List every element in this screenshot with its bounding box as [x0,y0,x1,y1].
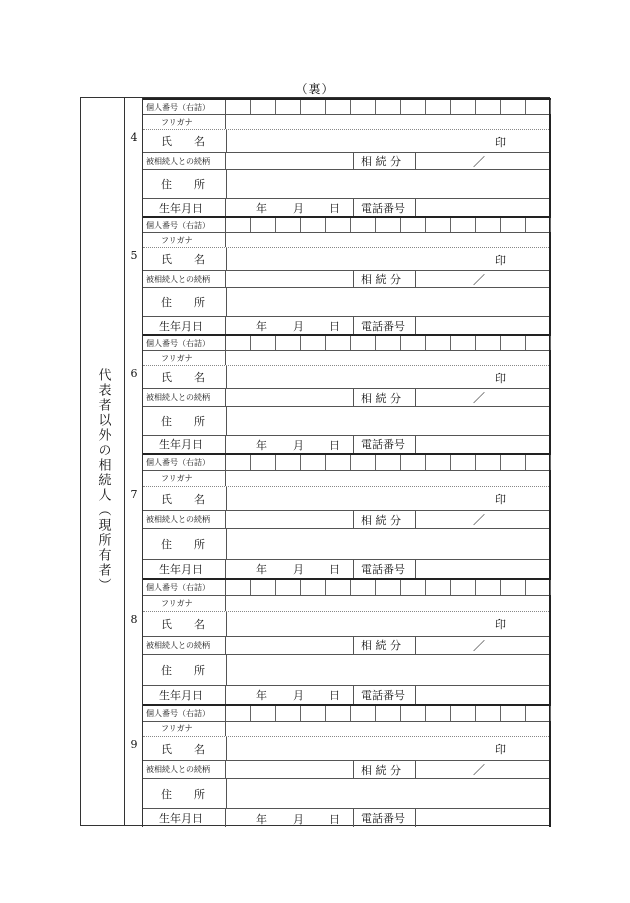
heir-number-column [125,704,143,827]
relationship-row [143,152,549,169]
my-number-digit-box[interactable] [426,100,451,114]
relationship-label: 被相続人との続柄 [143,761,226,778]
furigana-row [143,114,549,129]
heir-block [125,704,551,827]
name-label: 氏 名 [161,617,205,631]
heir-grid [143,704,551,827]
my-number-digit-box[interactable] [276,336,301,350]
my-number-digit-box[interactable] [226,706,251,721]
my-number-digit-box[interactable] [351,336,376,350]
heir-number-column [125,578,143,704]
address-label: 住 所 [161,663,205,677]
my-number-digit-box[interactable] [251,455,276,470]
my-number-digit-box[interactable] [301,706,326,721]
relationship-label: 被相続人との続柄 [143,389,226,405]
my-number-digit-box[interactable] [476,580,501,595]
my-number-digit-box[interactable] [301,336,326,350]
year-label: 年 [256,812,267,826]
my-number-digit-box[interactable] [451,455,476,470]
my-number-digit-box[interactable] [526,706,551,721]
furigana-label: フリガナ [143,233,226,247]
my-number-digit-box[interactable] [326,580,351,595]
day-label: 日 [329,563,340,577]
my-number-digit-box[interactable] [226,336,251,350]
my-number-digit-box[interactable] [526,455,551,470]
phone-label: 電話番号 [353,317,416,334]
heir-grid [143,216,551,334]
relationship-label: 被相続人との続柄 [143,271,226,287]
my-number-digit-box[interactable] [526,100,551,114]
inheritance-share-label: 相 続 分 [353,511,416,528]
my-number-digit-box[interactable] [501,218,526,232]
heir-number: 8 [130,613,138,627]
my-number-digit-box[interactable] [451,336,476,350]
heir-number-column [125,98,143,216]
my-number-digit-box[interactable] [376,218,401,232]
heir-number-column [125,453,143,578]
share-slash: ／ [473,391,486,406]
my-number-digit-box[interactable] [476,455,501,470]
my-number-digit-box[interactable] [251,336,276,350]
heir-block [125,216,551,334]
furigana-row [143,350,549,365]
heir-block [125,453,551,578]
my-number-digit-box[interactable] [351,455,376,470]
my-number-digit-box[interactable] [526,218,551,232]
birth-date-label: 生年月日 [143,317,226,334]
my-number-digit-box[interactable] [301,100,326,114]
my-number-digit-box[interactable] [351,580,376,595]
my-number-digit-box[interactable] [251,580,276,595]
my-number-label: 個人番号（右詰） [143,336,226,350]
name-label: 氏 名 [161,742,205,756]
address-label: 住 所 [161,296,205,309]
furigana-row [143,470,549,486]
inheritance-share-label: 相 続 分 [353,271,416,287]
birth-row [143,435,549,453]
my-number-label: 個人番号（右詰） [143,580,226,595]
month-label: 月 [293,812,304,826]
seal-mark: 印 [495,135,506,149]
month-label: 月 [293,202,304,215]
my-number-digit-box[interactable] [301,455,326,470]
my-number-label: 個人番号（右詰） [143,218,226,232]
furigana-label: フリガナ [143,471,226,486]
seal-mark: 印 [495,493,506,506]
name-label: 氏 名 [161,492,205,506]
heirs-form [80,97,550,826]
seal-mark: 印 [495,618,506,632]
my-number-digit-box[interactable] [226,455,251,470]
heir-number: 9 [130,738,138,752]
my-number-digit-box[interactable] [376,706,401,721]
phone-label: 電話番号 [353,199,416,216]
birth-row [143,685,549,704]
name-row[interactable] [143,365,549,388]
year-label: 年 [256,320,267,333]
heir-grid [143,98,551,216]
birth-date-label: 生年月日 [143,199,226,216]
heir-number: 4 [130,130,138,144]
birth-date-label: 生年月日 [143,560,226,578]
day-label: 日 [329,689,340,703]
my-number-digit-box[interactable] [301,218,326,232]
phone-label: 電話番号 [353,436,416,453]
address-label: 住 所 [161,787,205,801]
my-number-digit-box[interactable] [451,580,476,595]
name-row[interactable] [143,736,549,760]
heir-number: 5 [130,248,138,262]
seal-mark: 印 [495,253,506,267]
my-number-digit-box[interactable] [251,100,276,114]
relationship-label: 被相続人との続柄 [143,153,226,169]
birth-date-label: 生年月日 [143,809,226,827]
heir-number: 6 [130,366,138,380]
relationship-row [143,760,549,778]
year-label: 年 [256,438,267,452]
year-label: 年 [256,563,267,577]
my-number-digit-box[interactable] [526,336,551,350]
name-row[interactable] [143,611,549,636]
address-row[interactable] [143,528,549,559]
my-number-digit-box[interactable] [351,706,376,721]
my-number-label: 個人番号（右詰） [143,100,226,114]
phone-label: 電話番号 [353,809,416,827]
seal-mark: 印 [495,371,506,385]
name-row[interactable] [143,247,549,270]
phone-label: 電話番号 [353,686,416,704]
relationship-row [143,270,549,287]
my-number-digit-box[interactable] [501,455,526,470]
my-number-digit-box[interactable] [526,580,551,595]
my-number-digit-box[interactable] [451,218,476,232]
my-number-row [143,334,549,350]
year-label: 年 [256,202,267,215]
my-number-digit-box[interactable] [376,580,401,595]
phone-label: 電話番号 [353,560,416,578]
birth-row [143,198,549,216]
year-label: 年 [256,689,267,703]
my-number-digit-box[interactable] [501,336,526,350]
inheritance-share-label: 相 続 分 [353,637,416,654]
my-number-digit-box[interactable] [276,218,301,232]
heir-number: 7 [130,488,138,502]
address-row[interactable] [143,778,549,808]
address-row[interactable] [143,287,549,316]
my-number-digit-box[interactable] [476,218,501,232]
my-number-row [143,704,549,721]
my-number-row [143,578,549,595]
birth-date-label: 生年月日 [143,436,226,453]
day-label: 日 [329,202,340,215]
address-row[interactable] [143,406,549,435]
relationship-label: 被相続人との続柄 [143,511,226,528]
my-number-digit-box[interactable] [351,100,376,114]
my-number-digit-box[interactable] [326,100,351,114]
my-number-digit-box[interactable] [301,580,326,595]
furigana-row [143,595,549,611]
my-number-digit-box[interactable] [401,706,426,721]
my-number-digit-box[interactable] [501,100,526,114]
inheritance-share-label: 相 続 分 [353,389,416,405]
my-number-digit-box[interactable] [226,580,251,595]
my-number-digit-box[interactable] [401,455,426,470]
my-number-digit-box[interactable] [401,100,426,114]
furigana-label: フリガナ [143,115,226,129]
month-label: 月 [293,689,304,703]
my-number-digit-box[interactable] [426,218,451,232]
furigana-label: フリガナ [143,351,226,365]
month-label: 月 [293,563,304,577]
my-number-digit-box[interactable] [326,706,351,721]
page-title: （裏） [295,82,335,96]
address-row[interactable] [143,654,549,685]
furigana-label: フリガナ [143,596,226,611]
heir-grid [143,453,551,578]
my-number-digit-box[interactable] [376,336,401,350]
my-number-label: 個人番号（右詰） [143,706,226,721]
my-number-row [143,98,549,114]
my-number-digit-box[interactable] [376,455,401,470]
furigana-row [143,721,549,737]
share-slash: ／ [473,638,486,653]
my-number-digit-box[interactable] [451,706,476,721]
my-number-digit-box[interactable] [401,580,426,595]
my-number-digit-box[interactable] [501,580,526,595]
my-number-digit-box[interactable] [326,336,351,350]
name-label: 氏 名 [161,135,205,148]
inheritance-share-label: 相 続 分 [353,153,416,169]
my-number-digit-box[interactable] [251,706,276,721]
my-number-digit-box[interactable] [326,218,351,232]
relationship-row [143,510,549,528]
heir-block [125,578,551,704]
my-number-digit-box[interactable] [426,455,451,470]
heir-grid [143,334,551,453]
my-number-digit-box[interactable] [476,706,501,721]
side-column [81,98,125,825]
name-row[interactable] [143,129,549,152]
my-number-digit-box[interactable] [376,100,401,114]
address-row[interactable] [143,169,549,198]
my-number-digit-box[interactable] [476,100,501,114]
address-label: 住 所 [161,178,205,191]
name-label: 氏 名 [161,371,205,385]
my-number-row [143,453,549,470]
day-label: 日 [329,320,340,333]
month-label: 月 [293,320,304,333]
side-label: 代表者以外の相続人（現所有者） [95,368,111,593]
birth-row [143,559,549,578]
my-number-digit-box[interactable] [276,580,301,595]
name-row[interactable] [143,486,549,510]
my-number-digit-box[interactable] [476,336,501,350]
heir-number-column [125,216,143,334]
share-slash: ／ [473,272,486,287]
birth-row [143,808,549,827]
heir-grid [143,578,551,704]
my-number-digit-box[interactable] [226,100,251,114]
my-number-digit-box[interactable] [251,218,276,232]
my-number-label: 個人番号（右詰） [143,455,226,470]
address-label: 住 所 [161,538,205,552]
my-number-digit-box[interactable] [501,706,526,721]
my-number-digit-box[interactable] [401,218,426,232]
my-number-digit-box[interactable] [426,336,451,350]
my-number-digit-box[interactable] [351,218,376,232]
birth-date-label: 生年月日 [143,686,226,704]
heir-block [125,334,551,453]
birth-row [143,316,549,334]
heir-number-column [125,334,143,453]
seal-mark: 印 [495,743,506,757]
share-slash: ／ [473,763,486,778]
relationship-row [143,388,549,405]
my-number-digit-box[interactable] [326,455,351,470]
day-label: 日 [329,812,340,826]
share-slash: ／ [473,154,486,169]
furigana-row [143,232,549,247]
relationship-label: 被相続人との続柄 [143,637,226,654]
my-number-digit-box[interactable] [426,580,451,595]
my-number-digit-box[interactable] [276,100,301,114]
inheritance-share-label: 相 続 分 [353,761,416,778]
address-label: 住 所 [161,414,205,428]
relationship-row [143,636,549,654]
share-slash: ／ [473,513,486,528]
day-label: 日 [329,438,340,452]
month-label: 月 [293,438,304,452]
my-number-digit-box[interactable] [276,706,301,721]
my-number-row [143,216,549,232]
furigana-label: フリガナ [143,722,226,737]
my-number-digit-box[interactable] [276,455,301,470]
my-number-digit-box[interactable] [451,100,476,114]
my-number-digit-box[interactable] [226,218,251,232]
my-number-digit-box[interactable] [401,336,426,350]
name-label: 氏 名 [161,253,205,266]
heir-block [125,98,551,216]
my-number-digit-box[interactable] [426,706,451,721]
